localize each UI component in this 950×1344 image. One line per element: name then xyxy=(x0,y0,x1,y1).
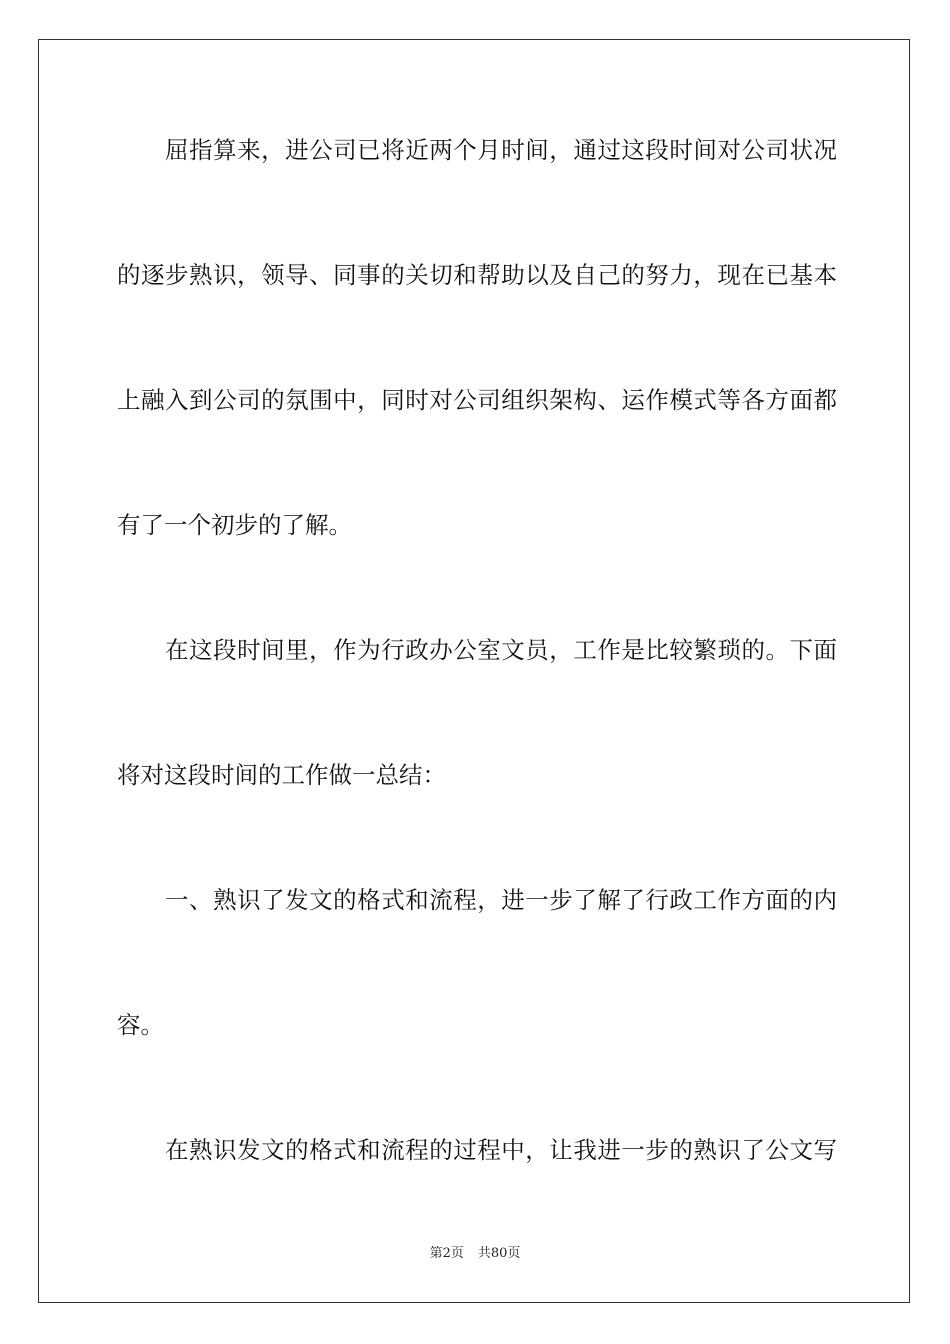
body-line: 容。 xyxy=(117,1011,164,1039)
body-line: 在熟识发文的格式和流程的过程中，让我进一步的熟识了公文写 xyxy=(117,1136,837,1164)
body-line: 一、熟识了发文的格式和流程，进一步了解了行政工作方面的内 xyxy=(117,886,837,914)
body-line: 有了一个初步的了解。 xyxy=(117,511,352,539)
body-line: 的逐步熟识，领导、同事的关切和帮助以及自己的努力，现在已基本 xyxy=(117,261,837,289)
page-footer xyxy=(0,1245,950,1263)
body-line: 在这段时间里，作为行政办公室文员，工作是比较繁琐的。下面 xyxy=(117,636,837,664)
page-border xyxy=(38,39,910,1303)
page-total: 共80页 xyxy=(477,1246,521,1261)
page-number: 第2页 xyxy=(429,1246,464,1261)
body-line: 上融入到公司的氛围中，同时对公司组织架构、运作模式等各方面都 xyxy=(117,386,837,414)
body-line: 将对这段时间的工作做一总结： xyxy=(117,761,446,789)
body-line: 屈指算来，进公司已将近两个月时间，通过这段时间对公司状况 xyxy=(117,136,837,164)
